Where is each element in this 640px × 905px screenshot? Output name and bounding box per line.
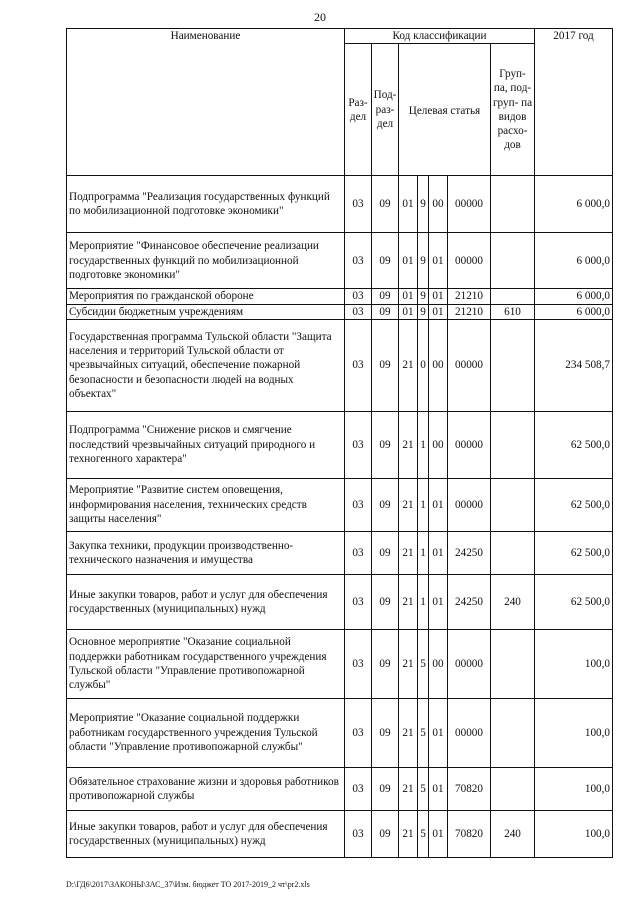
table-row [67, 289, 613, 304]
section-code: 03 [345, 629, 372, 698]
amount-2017: 62 500,0 [535, 531, 613, 574]
header-section: Раз- дел [345, 44, 372, 176]
table-row [67, 767, 613, 810]
event-code: 01 [429, 233, 448, 289]
section-code: 03 [345, 319, 372, 411]
expense-type-code [491, 698, 535, 767]
table-body [67, 176, 613, 858]
event-code: 00 [429, 319, 448, 411]
expense-type-code [491, 531, 535, 574]
row-name: Мероприятия по гражданской обороне [67, 289, 345, 304]
expense-type-code [491, 767, 535, 810]
event-code: 01 [429, 767, 448, 810]
section-code: 03 [345, 233, 372, 289]
program-code: 21 [399, 574, 418, 629]
row-name: Иные закупки товаров, работ и услуг для обеспечения государственных (муниципальных) нужд [67, 574, 345, 629]
program-code: 21 [399, 767, 418, 810]
subprogram-code: 1 [418, 478, 429, 531]
program-code: 01 [399, 289, 418, 304]
program-code: 21 [399, 810, 418, 857]
expense-type-code: 240 [491, 810, 535, 857]
program-code: 01 [399, 304, 418, 319]
subsection-code: 09 [372, 319, 399, 411]
amount-2017: 6 000,0 [535, 289, 613, 304]
event-code: 00 [429, 629, 448, 698]
expense-type-code: 240 [491, 574, 535, 629]
table-row [67, 698, 613, 767]
expense-type-code: 610 [491, 304, 535, 319]
table-row [67, 233, 613, 289]
subsection-code: 09 [372, 767, 399, 810]
header-year: 2017 год [535, 29, 613, 176]
direction-code: 00000 [448, 629, 491, 698]
amount-2017: 6 000,0 [535, 304, 613, 319]
program-code: 21 [399, 698, 418, 767]
event-code: 01 [429, 531, 448, 574]
table-row [67, 531, 613, 574]
subprogram-code: 5 [418, 767, 429, 810]
direction-code: 00000 [448, 411, 491, 478]
row-name: Подпрограмма "Снижение рисков и смягчение последствий чрезвычайных ситуаций природного и техногенного характера" [67, 411, 345, 478]
header-subsection: Под- раз- дел [372, 44, 399, 176]
direction-code: 00000 [448, 233, 491, 289]
subprogram-code: 9 [418, 289, 429, 304]
table-row [67, 319, 613, 411]
direction-code: 70820 [448, 767, 491, 810]
amount-2017: 62 500,0 [535, 574, 613, 629]
header-name: Наименование [67, 29, 345, 176]
subprogram-code: 5 [418, 810, 429, 857]
subsection-code: 09 [372, 176, 399, 233]
section-code: 03 [345, 289, 372, 304]
row-name: Субсидии бюджетным учреждениям [67, 304, 345, 319]
file-path-footer: D:\ГД6\2017\ЗАКОНЫ\ЗАС_37\Изм. бюджет ТО 2017-2019_2 чт\pr2.xls [66, 880, 310, 889]
table-row [67, 411, 613, 478]
amount-2017: 6 000,0 [535, 233, 613, 289]
header-target-article: Целевая статья [399, 44, 491, 176]
expense-type-code [491, 233, 535, 289]
event-code: 00 [429, 176, 448, 233]
amount-2017: 100,0 [535, 810, 613, 857]
subsection-code: 09 [372, 233, 399, 289]
subsection-code: 09 [372, 478, 399, 531]
amount-2017: 100,0 [535, 629, 613, 698]
subprogram-code: 1 [418, 574, 429, 629]
amount-2017: 100,0 [535, 767, 613, 810]
direction-code: 21210 [448, 289, 491, 304]
section-code: 03 [345, 411, 372, 478]
expense-type-code [491, 411, 535, 478]
section-code: 03 [345, 478, 372, 531]
row-name: Закупка техники, продукции производственно-технического назначения и имущества [67, 531, 345, 574]
expense-type-code [491, 629, 535, 698]
table-row [67, 574, 613, 629]
section-code: 03 [345, 810, 372, 857]
subsection-code: 09 [372, 698, 399, 767]
section-code: 03 [345, 698, 372, 767]
event-code: 01 [429, 574, 448, 629]
table-row [67, 176, 613, 233]
page-number: 20 [314, 10, 326, 24]
section-code: 03 [345, 304, 372, 319]
section-code: 03 [345, 767, 372, 810]
expense-type-code [491, 289, 535, 304]
expense-type-code [491, 478, 535, 531]
program-code: 01 [399, 176, 418, 233]
program-code: 21 [399, 531, 418, 574]
subprogram-code: 9 [418, 233, 429, 289]
subprogram-code: 1 [418, 531, 429, 574]
section-code: 03 [345, 176, 372, 233]
amount-2017: 6 000,0 [535, 176, 613, 233]
program-code: 21 [399, 411, 418, 478]
subsection-code: 09 [372, 629, 399, 698]
direction-code: 21210 [448, 304, 491, 319]
row-name: Основное мероприятие "Оказание социальной поддержки работникам государственного учреждения Тульской области "Управление противопожарной службы" [67, 629, 345, 698]
event-code: 01 [429, 289, 448, 304]
event-code: 00 [429, 411, 448, 478]
expense-type-code [491, 319, 535, 411]
subprogram-code: 5 [418, 629, 429, 698]
subprogram-code: 9 [418, 304, 429, 319]
row-name: Мероприятие "Оказание социальной поддержки работникам государственного учреждения Тульской области "Управление противопожарной службы" [67, 698, 345, 767]
subsection-code: 09 [372, 810, 399, 857]
direction-code: 70820 [448, 810, 491, 857]
subprogram-code: 5 [418, 698, 429, 767]
table-row [67, 810, 613, 857]
subprogram-code: 0 [418, 319, 429, 411]
direction-code: 00000 [448, 176, 491, 233]
direction-code: 00000 [448, 319, 491, 411]
program-code: 21 [399, 629, 418, 698]
budget-table [66, 28, 613, 858]
program-code: 01 [399, 233, 418, 289]
subprogram-code: 1 [418, 411, 429, 478]
direction-code: 00000 [448, 478, 491, 531]
program-code: 21 [399, 319, 418, 411]
row-name: Мероприятие "Финансовое обеспечение реализации государственных функций по мобилизационной подготовке экономики" [67, 233, 345, 289]
direction-code: 24250 [448, 531, 491, 574]
amount-2017: 62 500,0 [535, 478, 613, 531]
row-name: Мероприятие "Развитие систем оповещения, информирования населения, технических средств защиты населения" [67, 478, 345, 531]
section-code: 03 [345, 574, 372, 629]
amount-2017: 100,0 [535, 698, 613, 767]
event-code: 01 [429, 810, 448, 857]
row-name: Государственная программа Тульской области "Защита населения и территорий Тульской области от чрезвычайных ситуаций, обеспечение пожарной безопасности и безопасности людей на водных объектах" [67, 319, 345, 411]
direction-code: 24250 [448, 574, 491, 629]
table-row [67, 478, 613, 531]
amount-2017: 62 500,0 [535, 411, 613, 478]
expense-type-code [491, 176, 535, 233]
subsection-code: 09 [372, 289, 399, 304]
amount-2017: 234 508,7 [535, 319, 613, 411]
table-row [67, 304, 613, 319]
subsection-code: 09 [372, 574, 399, 629]
header-classification: Код классификации [345, 29, 535, 44]
event-code: 01 [429, 478, 448, 531]
row-name: Подпрограмма "Реализация государственных функций по мобилизационной подготовке экономики" [67, 176, 345, 233]
program-code: 21 [399, 478, 418, 531]
subsection-code: 09 [372, 531, 399, 574]
row-name: Обязательное страхование жизни и здоровья работников противопожарной службы [67, 767, 345, 810]
table-row [67, 629, 613, 698]
event-code: 01 [429, 304, 448, 319]
direction-code: 00000 [448, 698, 491, 767]
event-code: 01 [429, 698, 448, 767]
section-code: 03 [345, 531, 372, 574]
subprogram-code: 9 [418, 176, 429, 233]
header-expense-group: Груп- па, под- груп- па видов расхо- дов [491, 44, 535, 176]
subsection-code: 09 [372, 411, 399, 478]
subsection-code: 09 [372, 304, 399, 319]
row-name: Иные закупки товаров, работ и услуг для обеспечения государственных (муниципальных) нужд [67, 810, 345, 857]
